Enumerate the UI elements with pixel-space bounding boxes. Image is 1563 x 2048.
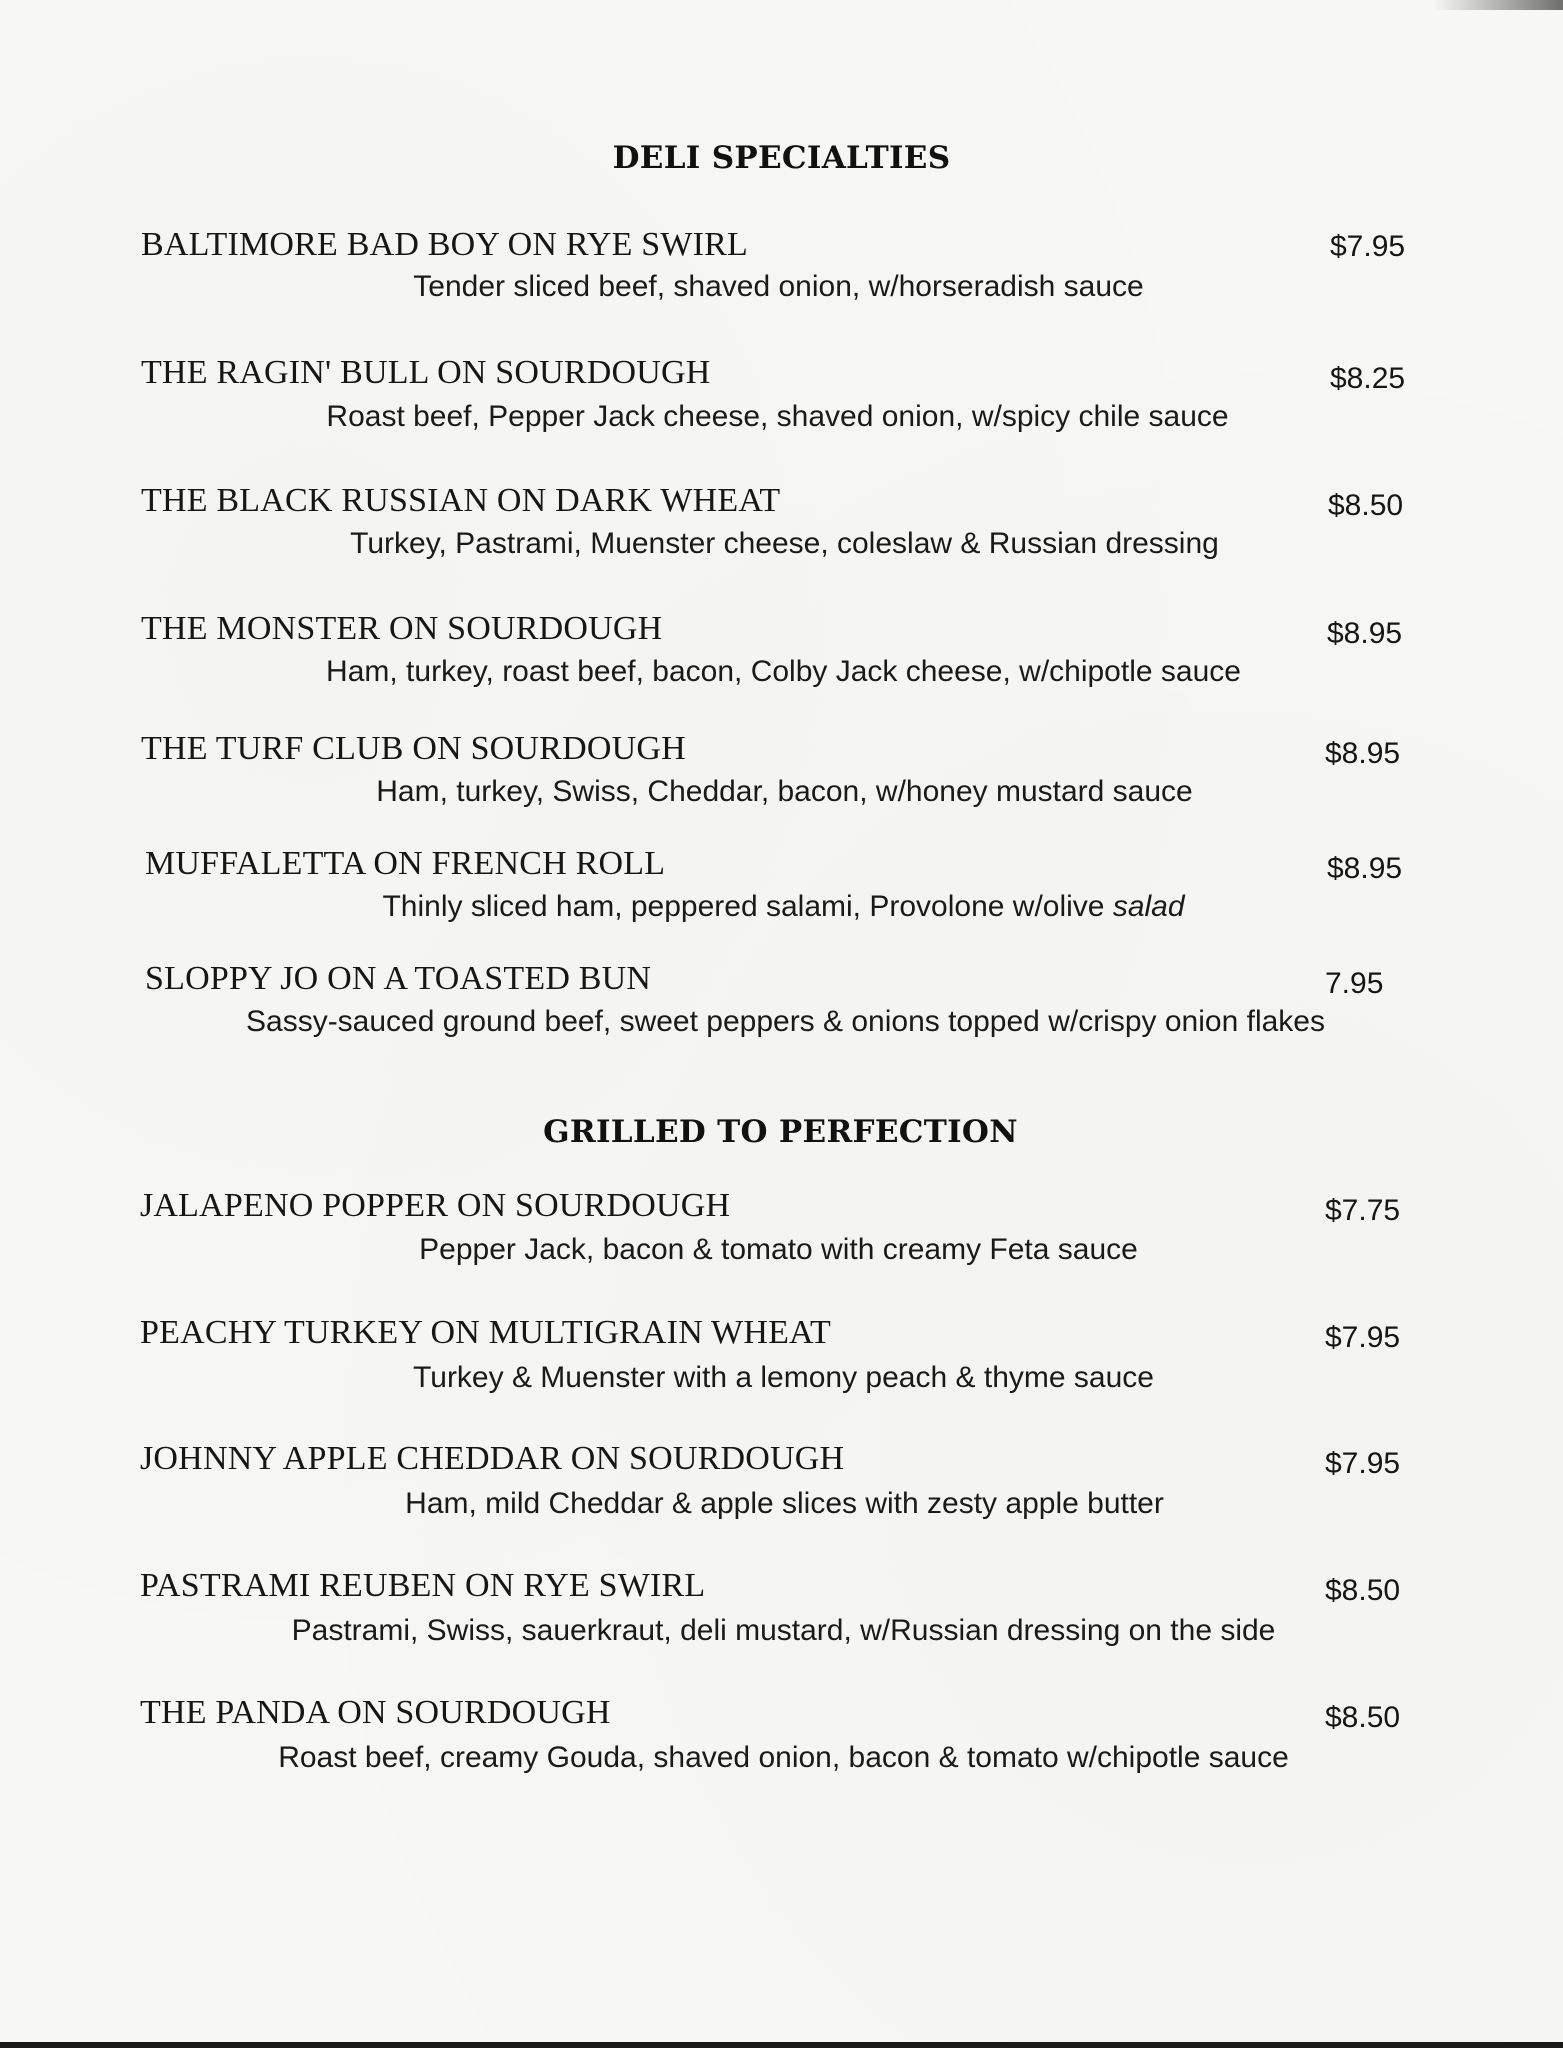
section-heading-grilled-to-perfection: GRILLED TO PERFECTION xyxy=(543,1114,1018,1150)
item-price: $8.50 xyxy=(1325,1574,1401,1607)
item-name: JOHNNY APPLE CHEDDAR ON SOURDOUGH xyxy=(140,1440,845,1477)
item-description: Roast beef, creamy Gouda, shaved onion, bacon & tomato w/chipotle sauce xyxy=(278,1741,1289,1774)
item-description-italic: salad xyxy=(1112,890,1185,923)
item-name: THE RAGIN' BULL ON SOURDOUGH xyxy=(141,354,711,391)
item-description: Pepper Jack, bacon & tomato with creamy Feta sauce xyxy=(419,1233,1138,1266)
item-price: $7.95 xyxy=(1325,1447,1401,1480)
item-name: THE BLACK RUSSIAN ON DARK WHEAT xyxy=(141,482,781,519)
item-price: 7.95 xyxy=(1325,967,1384,1000)
item-name: JALAPENO POPPER ON SOURDOUGH xyxy=(140,1187,731,1224)
item-description: Sassy-sauced ground beef, sweet peppers & onions topped w/crispy onion flakes xyxy=(246,1005,1325,1038)
item-name: BALTIMORE BAD BOY ON RYE SWIRL xyxy=(141,226,749,263)
item-description: Pastrami, Swiss, sauerkraut, deli mustard, w/Russian dressing on the side xyxy=(291,1614,1276,1647)
section-heading-deli-specialties: DELI SPECIALTIES xyxy=(612,140,951,176)
item-price: $7.95 xyxy=(1325,1321,1401,1354)
item-price: $8.95 xyxy=(1327,852,1403,885)
item-price: $8.50 xyxy=(1325,1701,1401,1734)
item-price: $7.95 xyxy=(1330,230,1406,263)
item-description-text: Thinly sliced ham, peppered salami, Provolone w/olive xyxy=(382,890,1105,923)
item-description: Turkey, Pastrami, Muenster cheese, coleslaw & Russian dressing xyxy=(350,527,1219,560)
scan-shadow xyxy=(1433,0,1563,10)
item-name: THE MONSTER ON SOURDOUGH xyxy=(141,610,663,647)
item-description: Turkey & Muenster with a lemony peach & thyme sauce xyxy=(413,1361,1154,1394)
item-name: MUFFALETTA ON FRENCH ROLL xyxy=(145,845,666,882)
item-description xyxy=(2,890,1563,924)
item-name: THE PANDA ON SOURDOUGH xyxy=(140,1694,611,1731)
item-price: $7.75 xyxy=(1325,1194,1401,1227)
item-name: PASTRAMI REUBEN ON RYE SWIRL xyxy=(140,1567,706,1604)
item-price: $8.95 xyxy=(1327,617,1403,650)
item-description: Ham, turkey, Swiss, Cheddar, bacon, w/honey mustard sauce xyxy=(376,775,1193,808)
item-price: $8.25 xyxy=(1330,362,1406,395)
item-description: Ham, mild Cheddar & apple slices with zesty apple butter xyxy=(405,1487,1164,1520)
item-name: THE TURF CLUB ON SOURDOUGH xyxy=(141,730,686,767)
item-price: $8.95 xyxy=(1325,737,1401,770)
scan-bottom-edge xyxy=(0,2042,1563,2048)
item-description: Tender sliced beef, shaved onion, w/horseradish sauce xyxy=(413,270,1144,303)
item-description: Ham, turkey, roast beef, bacon, Colby Jack cheese, w/chipotle sauce xyxy=(326,655,1241,688)
item-description: Roast beef, Pepper Jack cheese, shaved onion, w/spicy chile sauce xyxy=(326,400,1229,433)
item-name: SLOPPY JO ON A TOASTED BUN xyxy=(145,960,652,997)
item-name: PEACHY TURKEY ON MULTIGRAIN WHEAT xyxy=(140,1314,831,1351)
item-price: $8.50 xyxy=(1328,489,1404,522)
